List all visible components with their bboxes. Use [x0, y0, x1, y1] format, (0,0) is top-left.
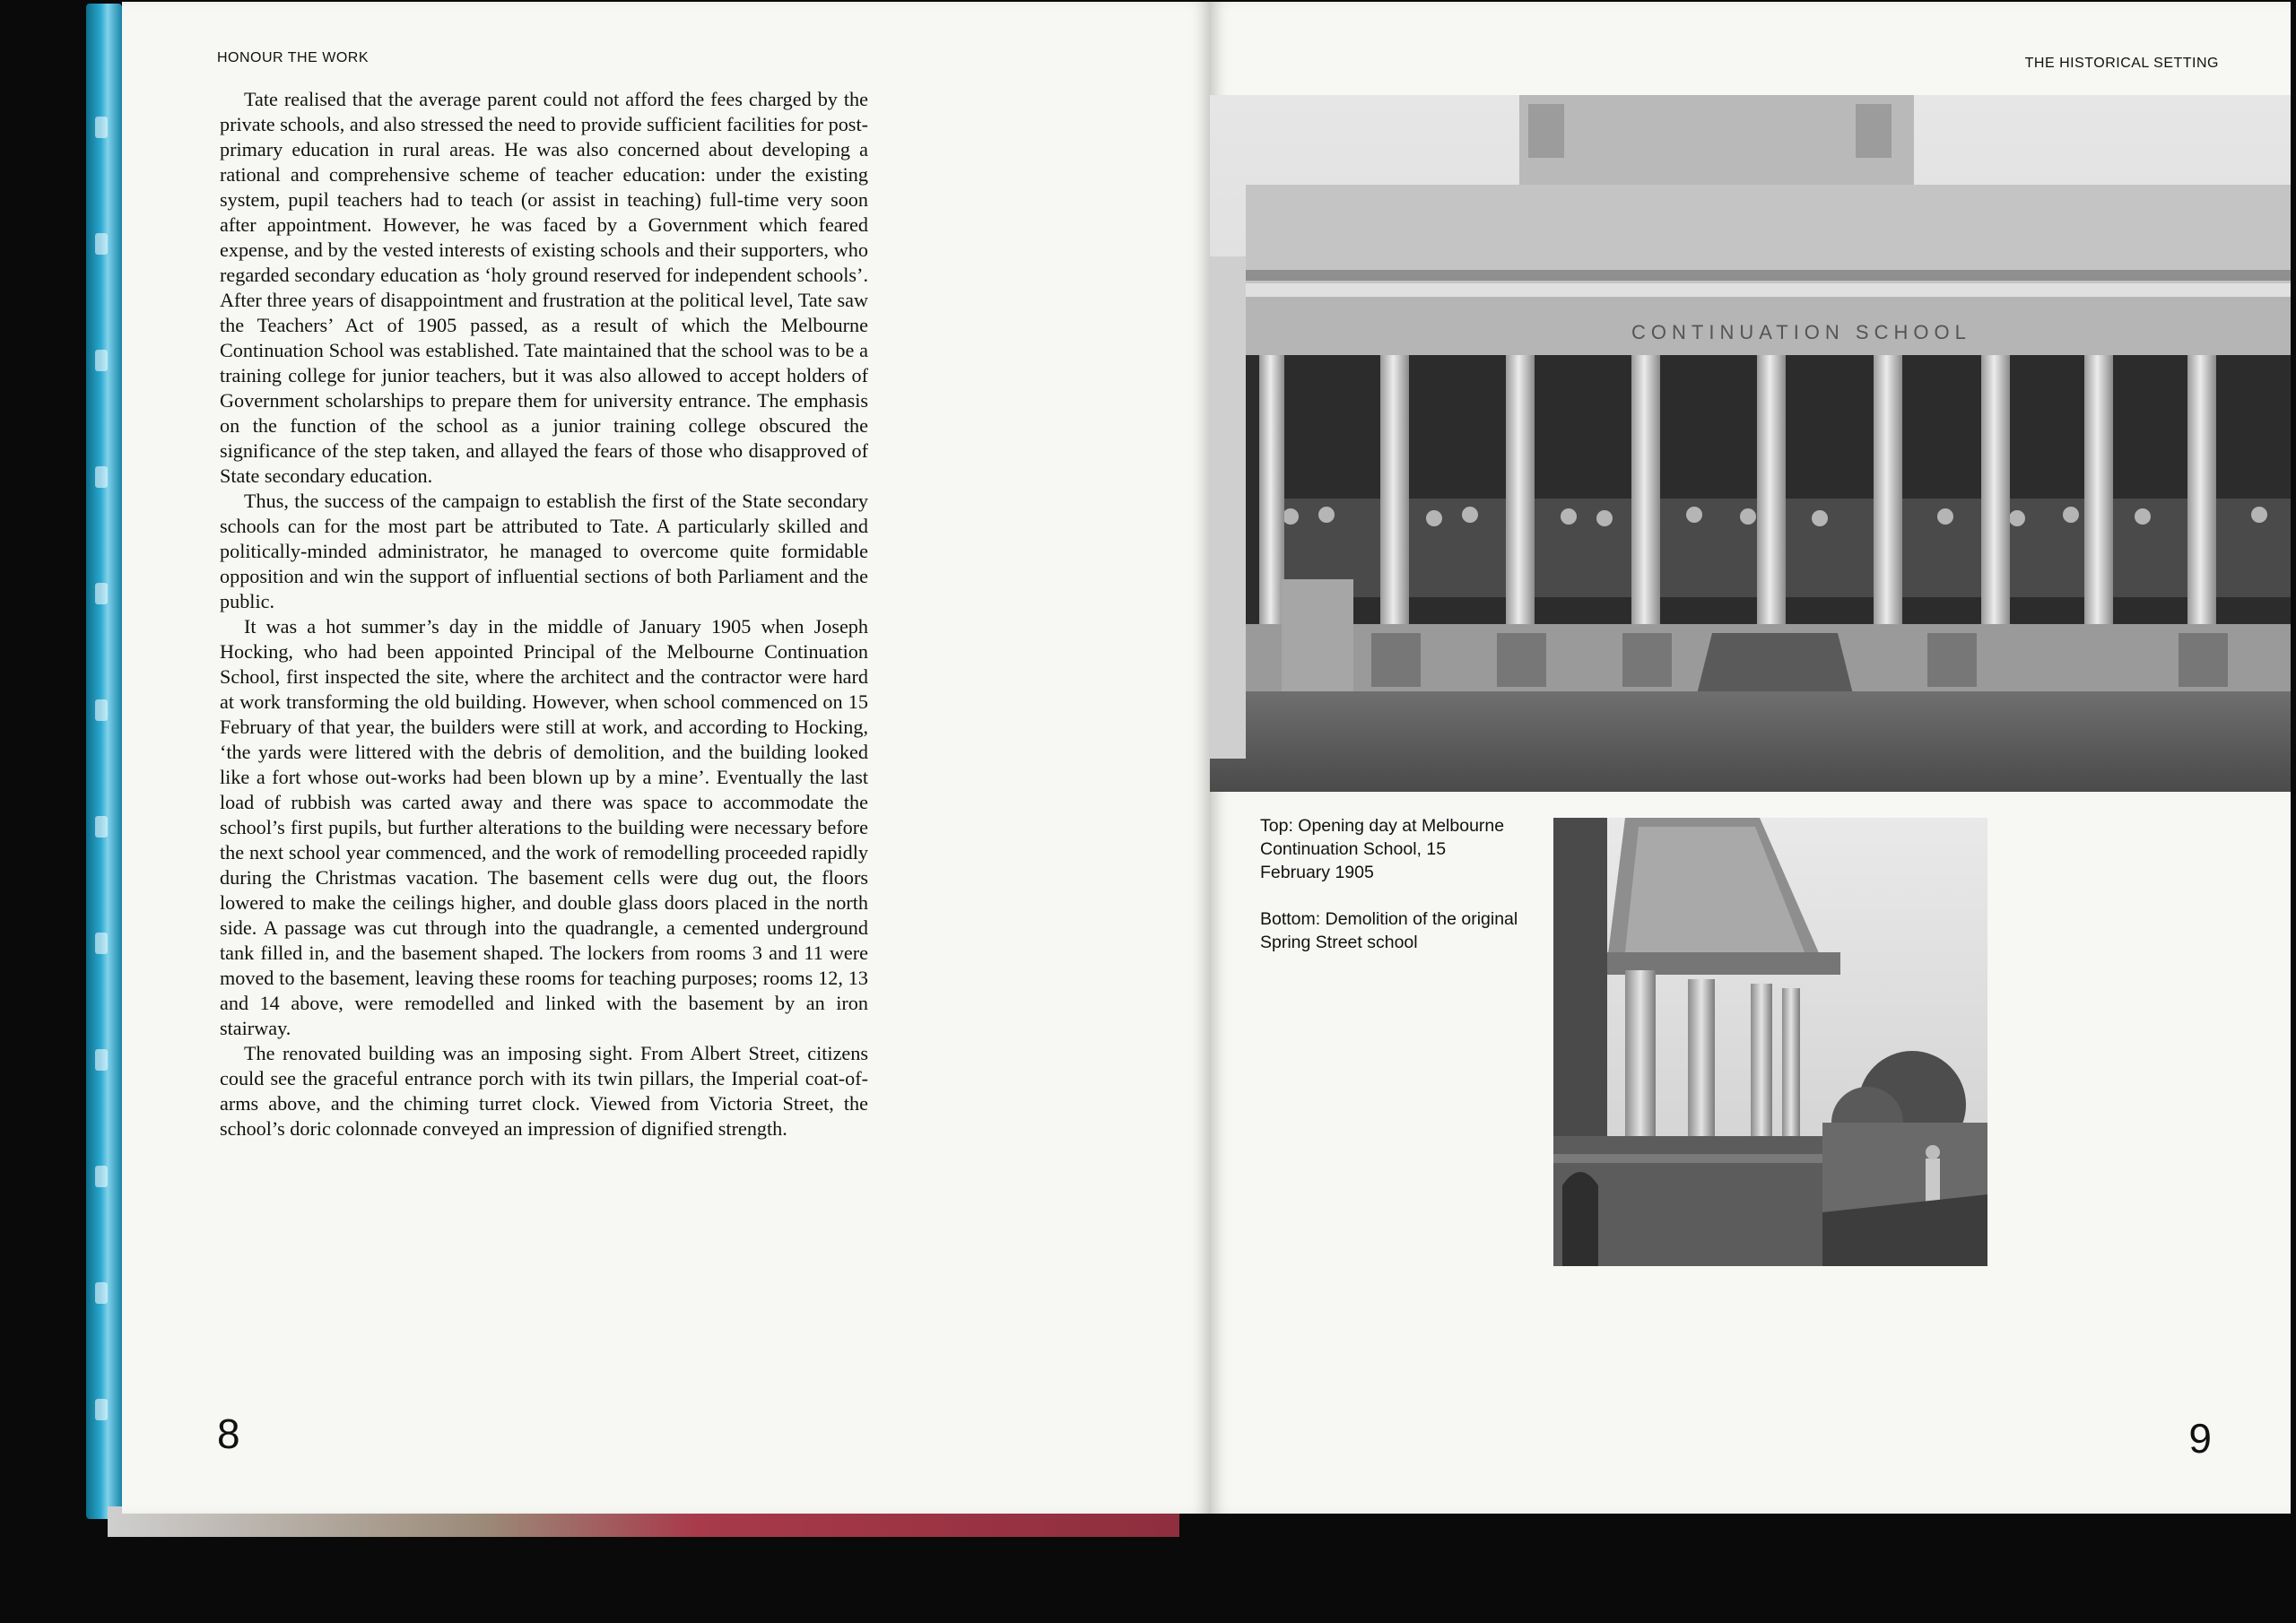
binding-ring	[95, 699, 108, 721]
paragraph: Thus, the success of the campaign to establish the first of the State secondary schools can for the most part be attributed to Tate. A particularly skilled and politically-minded administrator, he managed to overcome quite formidable opposition and win the support of influential sections of both Parliament and the public.	[220, 490, 868, 612]
binding-ring	[95, 117, 108, 138]
body-text	[220, 87, 868, 1141]
binding-ring	[95, 233, 108, 255]
page-number-left: 8	[217, 1410, 240, 1457]
left-page	[122, 2, 1210, 1514]
binding-ring	[95, 583, 108, 604]
running-head-right: THE HISTORICAL SETTING	[2024, 56, 2219, 71]
demolition-photo	[1553, 818, 1987, 1266]
caption-bottom: Bottom: Demolition of the original Spring Street school	[1260, 909, 1518, 952]
demolition-illustration	[1553, 818, 1987, 1266]
binding-ring	[95, 933, 108, 954]
binding-ring	[95, 350, 108, 371]
binding-ring	[95, 1049, 108, 1071]
right-page	[1210, 2, 2291, 1514]
binding-ring	[95, 1282, 108, 1304]
colonnade-illustration	[1210, 95, 2291, 792]
binding-ring	[95, 1399, 108, 1420]
page-number-right: 9	[2188, 1415, 2212, 1462]
binding-ring	[95, 816, 108, 838]
binding-ring	[95, 1166, 108, 1187]
paragraph: The renovated building was an imposing sight. From Albert Street, citizens could see the graceful entrance porch with its twin pillars, the Imperial coat-of-arms above, and the chiming turret clock. Viewed from Victoria Street, the school’s doric colonnade conveyed an impression of dignified strength.	[220, 1042, 868, 1140]
binding-ring	[95, 466, 108, 488]
caption-top: Top: Opening day at Melbourne Continuation School, 15 February 1905	[1260, 816, 1505, 882]
paragraph: Tate realised that the average parent could not afford the fees charged by the private schools, and also stressed the need to provide sufficient facilities for post-primary education in rural areas. He was also concerned about developing a rational and comprehensive scheme of teacher education: under the existing system, pupil teachers had to teach (or assist in teaching) full-time very soon after appointment. However, he was faced by a Government which feared expense, and by the vested interests of existing schools and their supporters, who regarded secondary education as ‘holy ground reserved for independent schools’. After three years of disappointment and frustration at the political level, Tate saw the Teachers’ Act of 1905 passed, as a result of which the Melbourne Continuation School was established. Tate maintained that the school was to be a training college for junior teachers, but it was also allowed to accept holders of Government scholarships to prepare them for university entrance. The emphasis on the function of the school as a junior training college obscured the significance of the step taken, and allayed the fears of those who disapproved of State secondary education.	[220, 88, 868, 487]
running-head-left: HONOUR THE WORK	[217, 50, 369, 65]
paragraph: It was a hot summer’s day in the middle of January 1905 when Joseph Hocking, who had been appointed Principal of the Melbourne Continuation School, first inspected the site, where the architect and the contractor were hard at work transforming the old building. However, when school commenced on 15 February of that year, the builders were still at work, and according to Hocking, ‘the yards were littered with the debris of demolition, and the building looked like a fort whose out-works had been blown up by a mine’. Eventually the last load of rubbish was carted away and there was space to accommodate the school’s first pupils, but further alterations to the building were necessary before the next school year commenced, and the work of remodelling proceeded rapidly during the Christmas vacation. The basement cells were dug out, the floors lowered to make the ceilings higher, and double glass doors placed in the north side. A passage was cut through into the quadrangle, a cemented underground tank filled in, and the basement shaped. The lockers from rooms 3 and 11 were moved to the basement, leaving these rooms for teaching purposes; rooms 12, 13 and 14 above, were remodelled and linked with the basement by an iron stairway.	[220, 615, 868, 1039]
opening-day-photo	[1210, 95, 2291, 792]
school-sign: CONTINUATION SCHOOL	[1631, 321, 1971, 343]
